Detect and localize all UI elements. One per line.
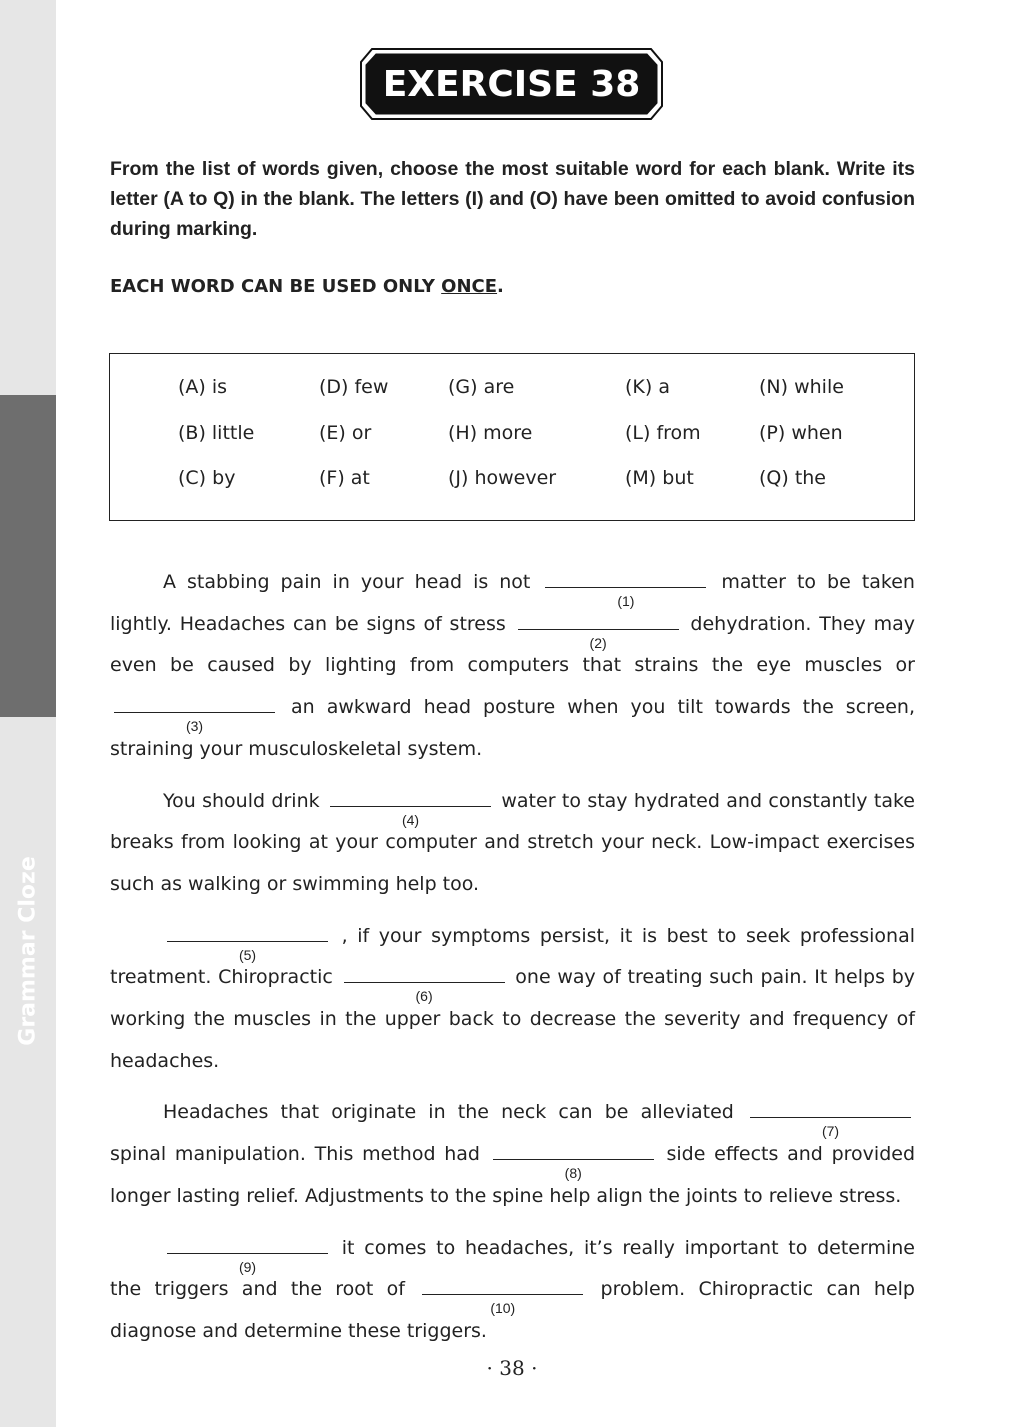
word-option: (F) at [319, 467, 370, 489]
usage-rule-emphasis: ONCE [441, 276, 498, 297]
passage-text: A stabbing pain in your head is not [163, 571, 531, 593]
usage-rule [110, 276, 915, 297]
answer-blank[interactable] [114, 692, 275, 735]
answer-blank[interactable] [167, 921, 328, 963]
blank-number: (2) [589, 634, 607, 651]
word-bank [109, 353, 915, 521]
passage-paragraph [110, 916, 915, 1083]
answer-blank[interactable] [330, 786, 491, 828]
word-option: (E) or [319, 422, 372, 444]
page-number: · 38 · [486, 1356, 538, 1380]
word-option: (C) by [178, 467, 236, 489]
passage-text: dehydration. They may even be caused by lighting from computers that strains the eye muscles or [110, 612, 915, 677]
exercise-title-badge [360, 48, 663, 120]
passage-text: problem. Chiropractic can help diagnose and determine these triggers. [110, 1278, 915, 1342]
blank-number: (5) [238, 946, 257, 963]
passage-text: matter to be taken lightly. Headaches can be signs of stress [110, 571, 915, 635]
instructions-text: From the list of words given, choose the most suitable word for each blank. Write its letter (A to Q) in the blank. The letters (I) and (O) have been omitted to avoid confusion during marking. [110, 158, 915, 240]
word-option: (J) however [448, 467, 557, 489]
answer-blank[interactable] [545, 567, 706, 609]
section-label: Grammar Cloze [15, 856, 41, 1046]
blank-number: (8) [564, 1165, 582, 1182]
section-tab [0, 395, 56, 1046]
passage-text: spinal manipulation. This method had [110, 1143, 480, 1166]
answer-blank[interactable] [750, 1097, 911, 1140]
usage-rule-prefix: EACH WORD CAN BE USED ONLY [110, 276, 442, 297]
answer-blank[interactable] [422, 1274, 583, 1317]
passage-paragraph [110, 781, 915, 906]
word-option: (N) while [759, 376, 844, 398]
passage-paragraph [110, 1092, 915, 1217]
passage-text: , if your symptoms persist, it is best to seek professional treatment. Chiropractic [110, 924, 915, 989]
passage-text: You should drink [163, 789, 320, 812]
blank-number: (10) [490, 1300, 516, 1317]
passage-paragraph [110, 1228, 915, 1353]
blank-number: (6) [415, 988, 433, 1005]
passage-text: water to stay hydrated and constantly take breaks from looking at your computer and stretch your neck. Low-impact exercises such as walking or swimming help too. [110, 789, 915, 895]
passage-text: it comes to headaches, it’s really important to determine the triggers and the root of [110, 1236, 915, 1301]
word-option: (D) few [319, 376, 389, 398]
answer-blank[interactable] [344, 962, 505, 1005]
word-option: (A) is [178, 376, 228, 398]
answer-blank[interactable] [167, 1233, 328, 1275]
blank-number: (7) [821, 1123, 840, 1140]
passage-text: one way of treating such pain. It helps by working the muscles in the upper back to decrease the severity and frequency of headaches. [110, 966, 916, 1072]
word-option: (B) little [178, 422, 255, 444]
word-option: (K) a [625, 376, 670, 398]
blank-number: (4) [401, 811, 420, 828]
page-title: EXERCISE 38 [382, 63, 641, 105]
word-option: (P) when [759, 422, 843, 444]
word-option: (Q) the [759, 467, 827, 489]
word-option: (L) from [625, 422, 701, 444]
passage [110, 562, 915, 1363]
passage-paragraph [110, 562, 915, 771]
blank-number: (3) [185, 718, 204, 735]
word-option: (H) more [448, 422, 533, 444]
usage-rule-suffix: . [497, 276, 504, 297]
word-option: (G) are [448, 376, 515, 398]
answer-blank[interactable] [493, 1139, 654, 1182]
passage-text: side effects and provided longer lasting relief. Adjustments to the spine help align the joints to relieve stress. [110, 1143, 915, 1207]
blank-number: (9) [238, 1258, 257, 1275]
passage-text: Headaches that originate in the neck can be alleviated [163, 1101, 734, 1124]
word-option: (M) but [625, 467, 694, 489]
blank-number: (1) [617, 593, 635, 609]
passage-text: an awkward head posture when you tilt towards the screen, straining your musculoskeletal system. [110, 696, 916, 760]
answer-blank[interactable] [518, 609, 679, 651]
